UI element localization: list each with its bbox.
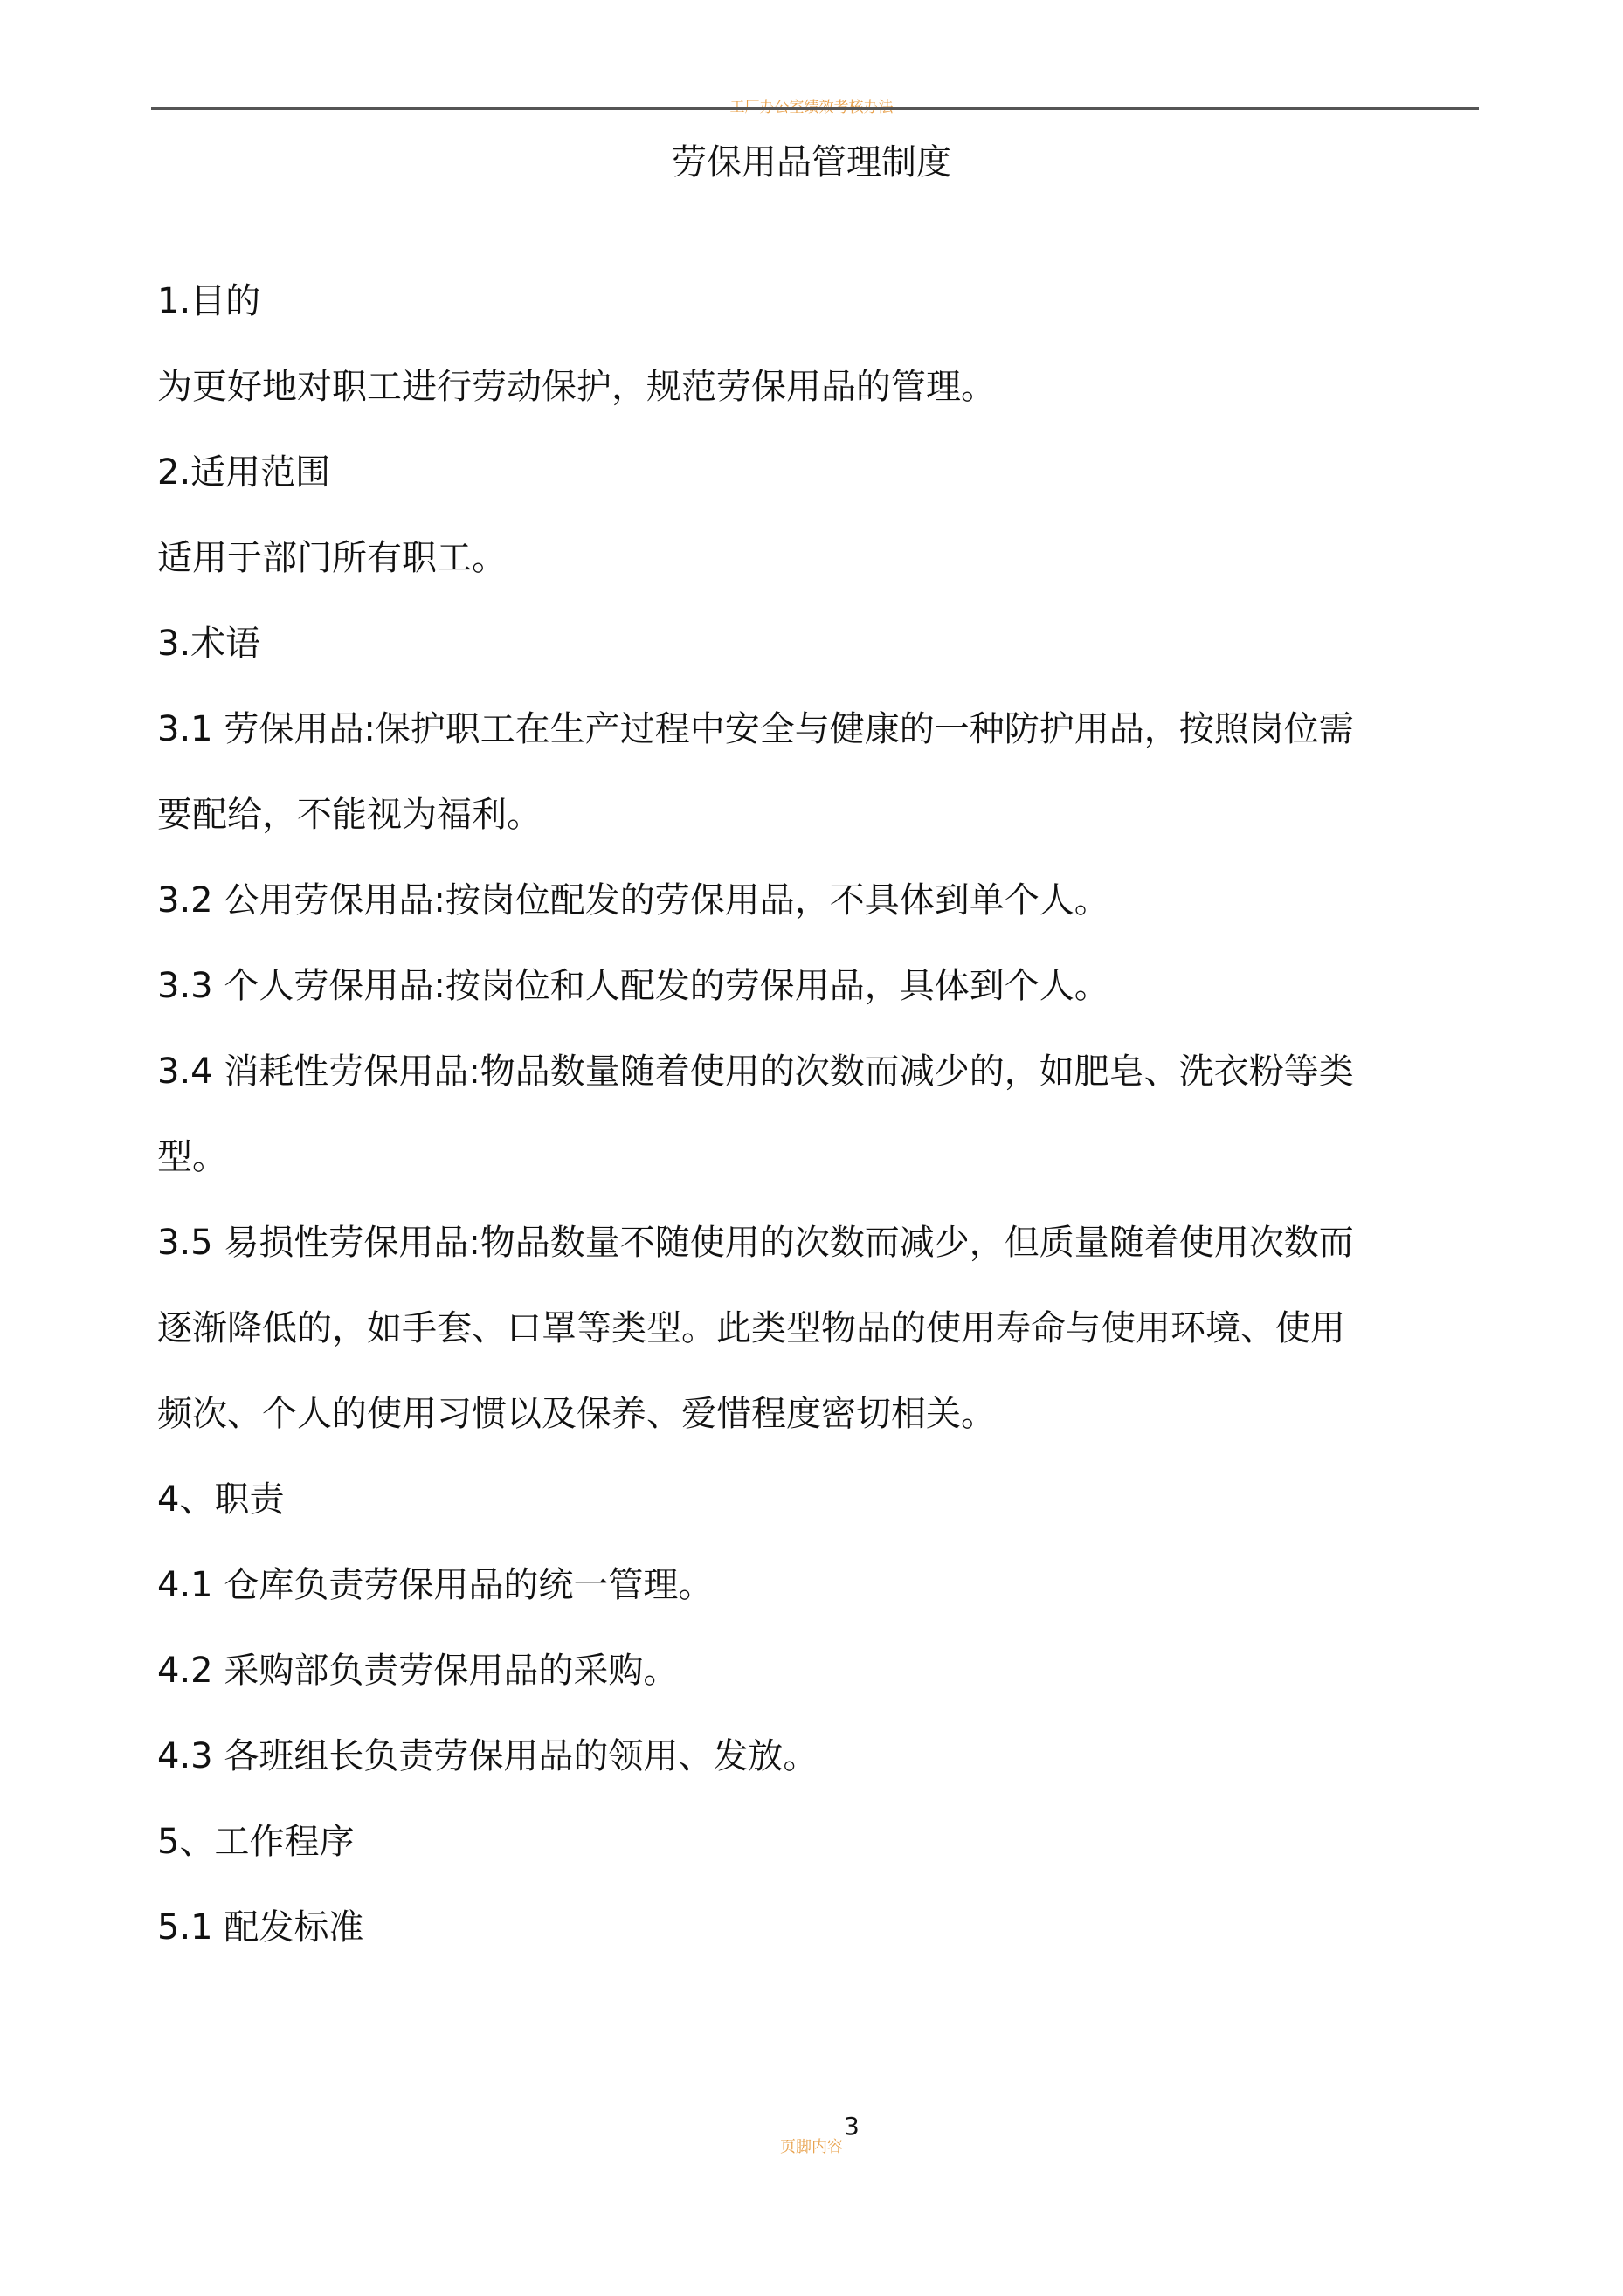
section-heading-procedure: 5、工作程序 [157,1822,355,1862]
document-title: 劳保用品管理制度 [672,142,951,183]
paragraph-term-3-4-cont: 型。 [157,1137,227,1177]
paragraph-term-3-1: 3.1 劳保用品:保护职工在生产过程中安全与健康的一种防护用品，按照岗位需 [157,709,1354,749]
paragraph-duty-4-2: 4.2 采购部负责劳保用品的采购。 [157,1651,679,1691]
section-heading-purpose: 1.目的 [157,281,261,321]
paragraph-purpose: 为更好地对职工进行劳动保护，规范劳保用品的管理。 [157,367,996,407]
page-number: 3 [844,2112,860,2141]
page-header-text: 工厂办公室绩效考核办法 [729,99,894,116]
paragraph-procedure-5-1: 5.1 配发标准 [157,1907,364,1948]
paragraph-term-3-3: 3.3 个人劳保用品:按岗位和人配发的劳保用品，具体到个人。 [157,966,1109,1006]
paragraph-term-3-5-cont-1: 逐渐降低的，如手套、口罩等类型。此类型物品的使用寿命与使用环境、使用 [157,1308,1345,1348]
page-footer-text: 页脚内容 [780,2138,843,2156]
header-divider [151,107,1479,110]
section-heading-terms: 3.术语 [157,624,261,664]
paragraph-term-3-1-cont: 要配给，不能视为福利。 [157,795,542,835]
paragraph-term-3-5: 3.5 易损性劳保用品:物品数量不随使用的次数而减少，但质量随着使用次数而 [157,1223,1354,1263]
section-heading-scope: 2.适用范围 [157,452,331,493]
section-heading-duties: 4、职责 [157,1479,285,1520]
paragraph-duty-4-1: 4.1 仓库负责劳保用品的统一管理。 [157,1565,714,1605]
paragraph-scope: 适用于部门所有职工。 [157,538,507,578]
document-body [157,259,1485,1970]
paragraph-term-3-5-cont-2: 频次、个人的使用习惯以及保养、爱惜程度密切相关。 [157,1394,996,1434]
paragraph-duty-4-3: 4.3 各班组长负责劳保用品的领用、发放。 [157,1736,818,1776]
paragraph-term-3-4: 3.4 消耗性劳保用品:物品数量随着使用的次数而减少的，如肥皂、洗衣粉等类 [157,1051,1354,1092]
paragraph-term-3-2: 3.2 公用劳保用品:按岗位配发的劳保用品，不具体到单个人。 [157,880,1109,920]
